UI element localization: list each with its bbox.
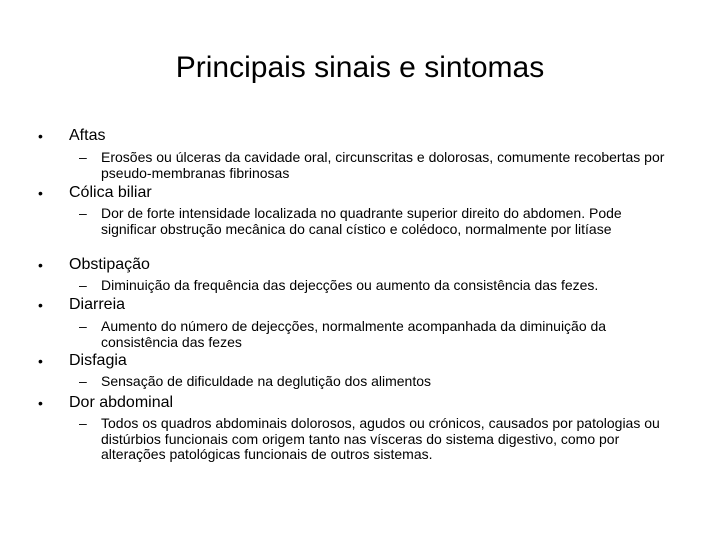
dash-icon: –: [79, 277, 87, 293]
bullet-icon: •: [38, 257, 43, 273]
bullet-icon: •: [38, 353, 43, 369]
item-description: Dor de forte intensidade localizada no quadrante superior direito do abdomen. Pode significar obstrução mecânica do canal cístico e colédoco, normalmente por litíase: [101, 205, 622, 237]
item-description-block: [79, 416, 679, 463]
bullet-icon: •: [38, 297, 43, 313]
item-description: Erosões ou úlceras da cavidade oral, circunscritas e dolorosas, comumente recobertas por pseudo-membranas fibrinosas: [101, 149, 665, 181]
item-term: Obstipação: [69, 256, 150, 273]
item-description: Todos os quadros abdominais dolorosos, agudos ou crónicos, causados por patologias ou distúrbios funcionais com origem tanto nas vísceras do sistema digestivo, como por alterações patológicas funcionais de outros sistemas.: [101, 415, 660, 462]
dash-icon: –: [79, 318, 87, 334]
item-term: Diarreia: [69, 296, 126, 313]
item-term: Aftas: [69, 127, 106, 144]
slide-title: Principais sinais e sintomas: [175, 51, 545, 84]
item-description-block: [79, 374, 679, 390]
dash-icon: –: [79, 373, 87, 389]
bullet-icon: •: [38, 128, 43, 144]
dash-icon: –: [79, 415, 87, 431]
item-description-block: [79, 319, 679, 350]
item-term: Dor abdominal: [69, 394, 174, 411]
item-description-block: [79, 206, 679, 237]
dash-icon: –: [79, 149, 87, 165]
bullet-icon: •: [38, 395, 43, 411]
item-term: Disfagia: [69, 352, 127, 369]
item-description: Aumento do número de dejecções, normalmente acompanhada da diminuição da consistência das fezes: [101, 318, 607, 350]
item-description-block: [79, 150, 679, 181]
item-description-block: [79, 278, 679, 294]
item-description: Sensação de dificuldade na deglutição dos alimentos: [101, 373, 432, 389]
item-term: Cólica biliar: [69, 184, 152, 201]
bullet-icon: •: [38, 185, 43, 201]
item-description: Diminuição da frequência das dejecções ou aumento da consistência das fezes.: [101, 277, 599, 293]
dash-icon: –: [79, 205, 87, 221]
